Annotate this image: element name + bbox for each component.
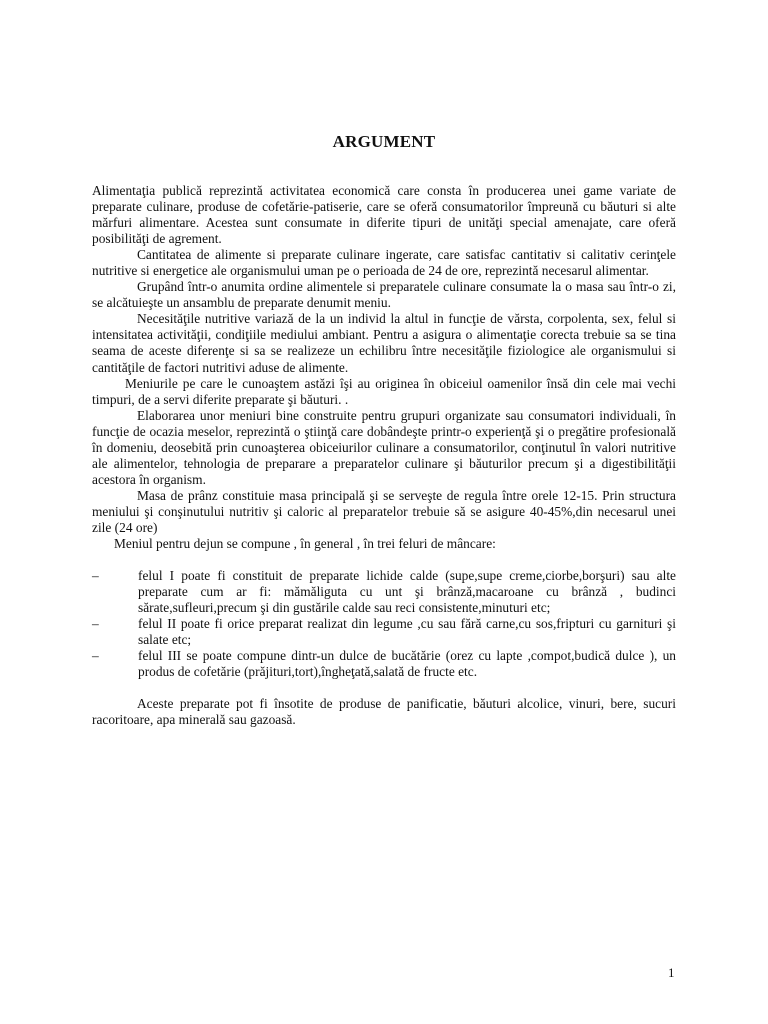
paragraph-necesitati-nutritive: Necesităţile nutritive variază de la un individ la altul in funcţie de vărsta, corpolenta, sex, felul si intensitatea activităţii, condiţiile mediului ambiant. Pentru a asigura o alimentaţie corecta trebuie sa se tina seama de aceste diferenţe si sa se realizeze un echilibru între necesităţile fiziologice ale organismului si cantităţile de factori nutritivi aduse de alimente. — [92, 311, 676, 375]
bullet-dash: – — [92, 568, 99, 584]
list-item-felul-1 — [92, 568, 676, 616]
bullet-dash: – — [92, 616, 99, 632]
document-body — [92, 183, 676, 729]
spacer — [92, 552, 676, 568]
document-title: ARGUMENT — [332, 132, 436, 151]
bullet-dash: – — [92, 648, 99, 664]
paragraph-meniu-dejun: Meniul pentru dejun se compune , în general , în trei feluri de mâncare: — [114, 536, 496, 552]
page-number: 1 — [668, 965, 675, 980]
paragraph-elaborarea-meniurilor: Elaborarea unor meniuri bine construite pentru grupuri organizate sau consumatori individuali, în funcţie de ocazia meselor, reprezintă o ştiinţă care dobândeşte printr-o experienţă şi o pregătire profesională în domeniu, deosebită prin cunoaşterea obiceiurilor culinare a consumatorilor, conţinutul în valori nutritive ale alimentelor, tehnologia de preparare a preparatelor culinare şi băuturilor precum şi a digestibilităţii acestora în organism. — [92, 407, 676, 487]
paragraph-masa-de-pranz: Masa de prânz constituie masa principală şi se serveşte de regula între orele 12-15. Prin structura meniului şi conşinutului nutritiv şi caloric al preparatelor trebuie să se asigure 40-45%,din necesarul unei zile (24 ore) — [92, 487, 676, 535]
list-item-felul-2 — [92, 616, 676, 648]
spacer — [92, 680, 676, 696]
paragraph-intro: Alimentaţia publică reprezintă activitatea economică care consta în producerea unei game variate de preparate culinare, produse de cofetărie-patiserie, care se oferă consumatorilor împreună cu băuturi si alte mărfuri alimentare. Acestea sunt consumate in diferite tipuri de unităţi special amenajate, care oferă posibilităţi de agrement. — [92, 183, 676, 247]
paragraph-necesar-alimentar: Cantitatea de alimente si preparate culinare ingerate, care satisfac cantitativ si calitativ cerinţele nutritive si energetice ale organismului uman pe o perioada de 24 de ore, reprezintă necesarul alimentar. — [92, 247, 676, 279]
list-item-text: felul III se poate compune dintr-un dulce de bucătărie (orez cu lapte ,compot,budică dulce ), un produs de cofetărie (prăjituri,tort),îngheţată,salată de fructe etc. — [138, 648, 676, 680]
list-item-felul-3 — [92, 648, 676, 680]
paragraph-meniu: Grupând într-o anumita ordine alimentele si preparatele culinare consumate la o masa sau într-o zi, se alcătuieşte un ansamblu de preparate denumit meniu. — [92, 279, 676, 311]
paragraph-originea-meniurilor: Meniurile pe care le cunoaştem astăzi îşi au originea în obiceiul oamenilor însă din cele mai vechi timpuri, de a servi diferite preparate şi băuturi. . — [92, 375, 676, 407]
paragraph-closing: Aceste preparate pot fi însotite de produse de panificatie, băuturi alcolice, vinuri, bere, sucuri racoritoare, apa minerală sau gazoasă. — [92, 696, 676, 728]
list-item-text: felul I poate fi constituit de preparate lichide calde (supe,supe creme,ciorbe,borşuri) sau alte preparate cum ar fi: mămăliguta cu unt şi brânză,macaroane cu brânză , budinci sărate,sufleuri,precum şi din gustările calde sau reci consistente,minuturi etc; — [138, 568, 676, 616]
list-item-text: felul II poate fi orice preparat realizat din legume ,cu sau fără carne,cu sos,fripturi cu garnituri şi salate etc; — [138, 616, 676, 648]
